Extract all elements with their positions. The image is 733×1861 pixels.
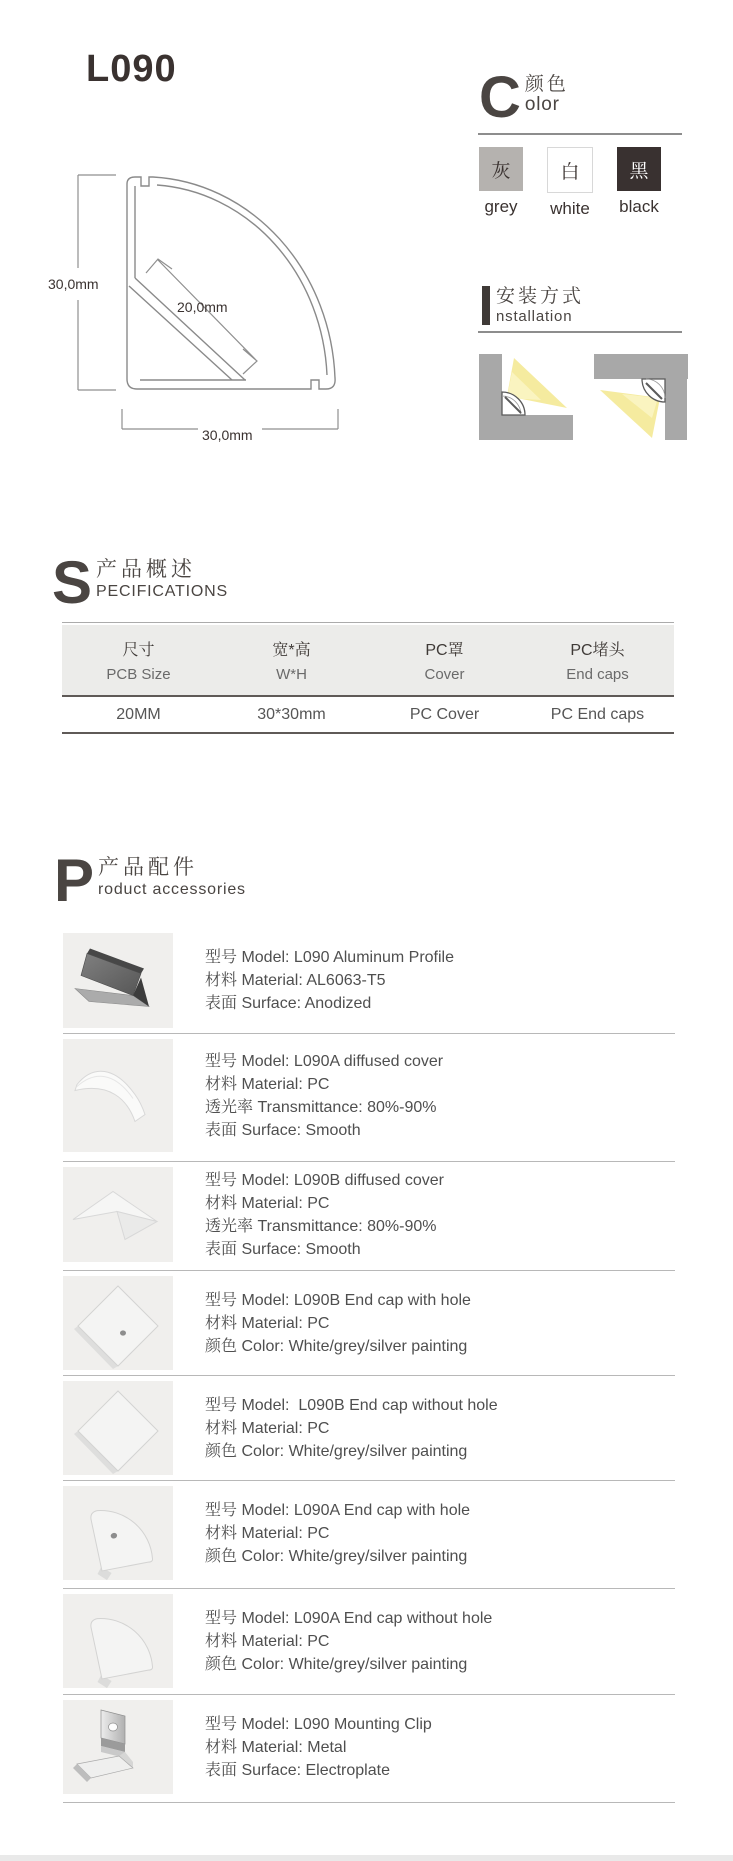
color-title-zh: 颜色 xyxy=(524,74,569,95)
profile-cross-section-drawing xyxy=(40,128,350,448)
accessory-text: 型号 Model: L090A End cap without hole 材料 Material: PC 颜色 Color: White/grey/silver painting xyxy=(205,1609,493,1673)
white-swatch-label: white xyxy=(550,199,590,218)
accessories-section-header xyxy=(54,847,246,914)
specs-title-zh: 产品概述 xyxy=(96,558,197,581)
installation-title-zh: 安装方式 xyxy=(496,286,585,307)
black-swatch: 黑 xyxy=(617,147,661,191)
square-end-cap-with-hole-image xyxy=(63,1276,173,1370)
page-footer-bar xyxy=(0,1855,733,1861)
spec-value-end-caps: PC End caps xyxy=(550,705,645,723)
accessory-text: 型号 Model: L090A diffused cover 材料 Material: PC 透光率 Transmittance: 80%-90% 表面 Surface: Smooth xyxy=(205,1052,444,1139)
spec-table-header-row xyxy=(62,625,674,695)
row-divider xyxy=(63,1480,675,1481)
row-divider xyxy=(63,1033,675,1034)
row-divider xyxy=(63,1161,675,1162)
black-swatch-label: black xyxy=(619,197,659,216)
spec-header-wh: 宽*高 W*H xyxy=(272,642,311,683)
spec-header-end-caps: PC堵头 End caps xyxy=(566,642,629,683)
spec-table-top-rule xyxy=(62,622,674,623)
color-initial: C xyxy=(479,65,521,130)
color-option-white xyxy=(547,147,593,219)
accessory-row-mounting-clip xyxy=(63,1700,675,1794)
aluminum-profile-image xyxy=(63,933,173,1028)
square-end-cap-without-hole-image xyxy=(63,1381,173,1475)
accessory-row-aluminum-profile xyxy=(63,933,675,1028)
dimension-label-pcb: 20,0mm xyxy=(177,299,228,315)
accessories-title-zh: 产品配件 xyxy=(98,856,199,879)
spec-header-cover: PC罩 Cover xyxy=(424,642,465,683)
color-title-en: olor xyxy=(524,94,560,115)
installation-diagram-left xyxy=(479,354,574,441)
fan-end-cap-without-hole-image xyxy=(63,1594,173,1688)
page-title: L090 xyxy=(86,48,177,90)
installation-section-rule xyxy=(478,331,682,333)
installation-initial-bar xyxy=(482,286,490,325)
specs-initial: S xyxy=(52,549,93,616)
accessory-row-l090b-cap xyxy=(63,1381,675,1475)
color-section-header xyxy=(479,65,569,130)
row-divider xyxy=(63,1802,675,1803)
accessory-text: 型号 Model: L090A End cap with hole 材料 Material: PC 颜色 Color: White/grey/silver painting xyxy=(205,1501,471,1565)
spec-table-value-row xyxy=(62,697,674,732)
accessory-row-l090a-cap-hole xyxy=(63,1486,675,1580)
row-divider xyxy=(63,1270,675,1271)
spec-value-pcb-size: 20MM xyxy=(116,705,161,723)
specs-title-en: PECIFICATIONS xyxy=(96,583,228,600)
color-section-rule xyxy=(478,133,682,135)
accessory-text: 型号 Model: L090B End cap with hole 材料 Material: PC 颜色 Color: White/grey/silver painting xyxy=(205,1291,471,1355)
mounting-clip-image xyxy=(63,1700,173,1794)
fan-end-cap-with-hole-image xyxy=(63,1486,173,1580)
row-divider xyxy=(63,1375,675,1376)
spec-table-bottom-rule xyxy=(62,732,674,734)
accessory-text: 型号 Model: L090B diffused cover 材料 Material: PC 透光率 Transmittance: 80%-90% 表面 Surface: Smooth xyxy=(205,1171,444,1258)
accessory-text: 型号 Model: L090 Mounting Clip 材料 Material: Metal 表面 Surface: Electroplate xyxy=(205,1715,432,1779)
angled-diffused-cover-image xyxy=(63,1167,173,1262)
accessory-row-l090a-cap xyxy=(63,1594,675,1688)
spec-header-pcb-size: 尺寸 PCB Size xyxy=(106,642,171,683)
color-option-black xyxy=(617,147,661,217)
white-swatch: 白 xyxy=(547,147,593,193)
accessory-text: 型号 Model: L090B End cap without hole 材料 Material: PC 颜色 Color: White/grey/silver painting xyxy=(205,1396,498,1460)
dimension-label-height: 30,0mm xyxy=(48,276,99,292)
row-divider xyxy=(63,1694,675,1695)
spec-value-wh: 30*30mm xyxy=(257,705,326,723)
spec-table xyxy=(62,622,674,734)
curved-diffused-cover-image xyxy=(63,1039,173,1152)
accessory-row-l090b-cap-hole xyxy=(63,1276,675,1370)
accessories-initial: P xyxy=(54,847,95,914)
row-divider xyxy=(63,1588,675,1589)
installation-diagram-right xyxy=(592,354,688,441)
accessories-title-en: roduct accessories xyxy=(98,881,246,898)
dimension-label-width: 30,0mm xyxy=(202,427,253,443)
spec-value-cover: PC Cover xyxy=(409,705,480,723)
color-option-grey xyxy=(479,147,523,217)
accessory-row-l090a-cover xyxy=(63,1039,675,1152)
grey-swatch-label: grey xyxy=(484,197,518,216)
specs-section-header xyxy=(52,549,228,616)
installation-section-header xyxy=(482,286,584,325)
grey-swatch: 灰 xyxy=(479,147,523,191)
accessory-text: 型号 Model: L090 Aluminum Profile 材料 Material: AL6063-T5 表面 Surface: Anodized xyxy=(205,949,455,1012)
installation-title-en: nstallation xyxy=(496,308,573,325)
accessory-row-l090b-cover xyxy=(63,1167,675,1262)
